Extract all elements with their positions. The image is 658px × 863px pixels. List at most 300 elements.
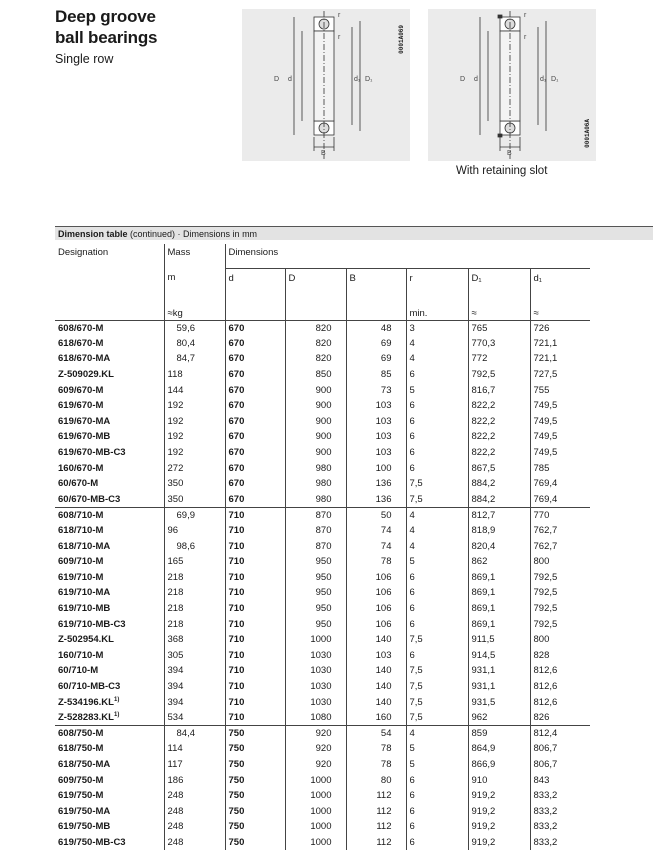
cell-r — [406, 694, 468, 710]
header-designation: Designation — [58, 247, 109, 258]
cell-mass-value: 534 — [167, 711, 184, 723]
cell-designation — [55, 492, 164, 508]
cell-d-value: 670 — [228, 400, 245, 412]
cell-B — [346, 616, 406, 632]
cell-mass — [164, 523, 225, 539]
title-line-2: ball bearings — [55, 28, 158, 47]
cell-d1-value: 769,4 — [533, 493, 558, 505]
cell-B — [346, 647, 406, 663]
cell-d1-value: 800 — [533, 556, 550, 568]
cell-d — [225, 320, 285, 336]
table-row — [55, 398, 590, 414]
cell-d1-value: 749,5 — [533, 415, 558, 427]
cell-d1 — [530, 336, 590, 352]
cell-D1 — [468, 819, 530, 835]
cell-designation-value: 160/670-M — [58, 462, 104, 474]
cell-d1 — [530, 647, 590, 663]
cell-d1-value: 792,5 — [533, 571, 558, 583]
cell-d1-value: 812,6 — [533, 680, 558, 692]
cell-d1 — [530, 585, 590, 601]
cell-mass-value: 118 — [167, 369, 183, 381]
cell-d1-value: 726 — [533, 322, 550, 334]
cell-d1 — [530, 710, 590, 726]
cell-D-value: 950 — [315, 556, 332, 568]
header-mass: Mass — [164, 244, 225, 268]
table-row — [55, 414, 590, 430]
cell-D1 — [468, 414, 530, 430]
cell-d — [225, 663, 285, 679]
cell-D-value: 870 — [315, 540, 332, 552]
cell-B — [346, 757, 406, 773]
cell-d1 — [530, 554, 590, 570]
cell-B-value: 78 — [380, 758, 392, 770]
cell-mass — [164, 429, 225, 445]
cell-d — [225, 725, 285, 741]
cell-d — [225, 803, 285, 819]
label-r-inner: r — [338, 34, 341, 41]
cell-mass-value: 192 — [167, 400, 184, 412]
cell-designation-value: 619/670-MB — [58, 431, 111, 443]
cell-r — [406, 835, 468, 851]
cell-mass-value: 248 — [167, 836, 184, 848]
cell-designation — [55, 632, 164, 648]
cell-B — [346, 382, 406, 398]
footnote-marker: 1) — [113, 711, 120, 718]
cell-designation-value: 619/710-MB-C3 — [58, 618, 126, 630]
cell-r-value: 7,5 — [409, 634, 423, 646]
cell-r-value: 7,5 — [409, 493, 423, 505]
cell-D1 — [468, 647, 530, 663]
cell-D-value: 1000 — [310, 774, 332, 786]
cell-designation-value: 618/710-MA — [58, 540, 111, 552]
cell-d-value: 710 — [228, 540, 245, 552]
cell-mass — [164, 725, 225, 741]
cell-D1-value: 792,5 — [471, 369, 496, 381]
cell-d1 — [530, 835, 590, 851]
header-r: r — [406, 268, 468, 304]
cell-designation — [55, 710, 164, 726]
cell-D1-value: 812,7 — [471, 509, 496, 521]
cell-D — [285, 663, 346, 679]
cell-D1 — [468, 507, 530, 523]
cell-d1 — [530, 632, 590, 648]
cell-B — [346, 351, 406, 367]
cell-r-value: 5 — [409, 743, 415, 755]
cell-d1 — [530, 601, 590, 617]
cell-r-value: 7,5 — [409, 696, 423, 708]
cell-d1 — [530, 445, 590, 461]
cell-designation-value: 619/670-MB-C3 — [58, 447, 126, 459]
page-subtitle: Single row — [55, 52, 114, 66]
dimension-table — [55, 244, 590, 850]
cell-d1-value: 833,2 — [533, 821, 558, 833]
cell-D-value: 900 — [315, 415, 332, 427]
cell-B — [346, 819, 406, 835]
cell-r — [406, 710, 468, 726]
cell-r-value: 6 — [409, 805, 415, 817]
cell-r — [406, 320, 468, 336]
cell-r-value: 4 — [409, 727, 415, 739]
cell-r — [406, 663, 468, 679]
cell-mass — [164, 694, 225, 710]
cell-B — [346, 741, 406, 757]
cell-r — [406, 819, 468, 835]
cell-B-value: 103 — [375, 649, 392, 661]
cell-D — [285, 492, 346, 508]
cell-mass — [164, 803, 225, 819]
cell-B-value: 69 — [380, 337, 392, 349]
table-row — [55, 694, 590, 710]
cell-D1-value: 931,5 — [471, 696, 496, 708]
cell-mass-value: 186 — [167, 774, 184, 786]
cell-mass — [164, 663, 225, 679]
cell-d1 — [530, 460, 590, 476]
cell-r — [406, 554, 468, 570]
cell-d — [225, 632, 285, 648]
cell-designation-value: 619/670-M — [58, 400, 104, 412]
cell-D1 — [468, 367, 530, 383]
header-D1: D₁ — [468, 268, 530, 304]
table-row — [55, 725, 590, 741]
cell-D — [285, 585, 346, 601]
cell-designation-value: 608/670-M — [58, 322, 104, 334]
cell-r-value: 6 — [409, 369, 415, 381]
cell-r — [406, 772, 468, 788]
cell-mass-value: 84,4 — [176, 727, 195, 739]
cell-B-value: 100 — [375, 462, 392, 474]
cell-D-value: 820 — [315, 322, 332, 334]
cell-mass — [164, 741, 225, 757]
cell-d — [225, 741, 285, 757]
cell-r-value: 4 — [409, 509, 415, 521]
cell-d — [225, 585, 285, 601]
cell-B-value: 136 — [375, 493, 392, 505]
cell-d — [225, 679, 285, 695]
cell-D — [285, 835, 346, 851]
cell-d1-value: 721,1 — [533, 353, 558, 365]
cell-D1-value: 869,1 — [471, 571, 496, 583]
cell-d — [225, 538, 285, 554]
cell-d1 — [530, 538, 590, 554]
cell-d1 — [530, 757, 590, 773]
cell-D1-value: 914,5 — [471, 649, 496, 661]
label-d: d — [288, 76, 292, 83]
label-D1-2: D₁ — [551, 76, 559, 83]
cell-designation — [55, 772, 164, 788]
cell-d1 — [530, 507, 590, 523]
cell-D1 — [468, 538, 530, 554]
cell-r-value: 7,5 — [409, 665, 423, 677]
cell-d — [225, 382, 285, 398]
cell-r — [406, 725, 468, 741]
cell-designation — [55, 601, 164, 617]
cell-mass-value: 69,9 — [176, 509, 195, 521]
cell-r-value: 6 — [409, 415, 415, 427]
cell-designation-value: Z-528283.KL — [58, 711, 114, 723]
cell-D1 — [468, 398, 530, 414]
cell-d-value: 710 — [228, 665, 245, 677]
cell-mass — [164, 507, 225, 523]
cell-d1 — [530, 414, 590, 430]
cell-designation-value: 609/710-M — [58, 556, 104, 568]
cell-B — [346, 460, 406, 476]
cell-d1-value: 755 — [533, 384, 550, 396]
cell-d-value: 750 — [228, 758, 245, 770]
cell-D1-value: 822,2 — [471, 431, 496, 443]
page-title — [55, 6, 157, 48]
cell-D — [285, 398, 346, 414]
table-row — [55, 757, 590, 773]
cell-D — [285, 507, 346, 523]
cell-mass-value: 368 — [167, 634, 184, 646]
table-row — [55, 772, 590, 788]
cell-D-value: 1030 — [310, 680, 332, 692]
cell-D1 — [468, 585, 530, 601]
cell-d-value: 750 — [228, 790, 245, 802]
cell-D1-value: 772 — [471, 353, 488, 365]
cell-d — [225, 788, 285, 804]
cell-D — [285, 367, 346, 383]
cell-mass — [164, 382, 225, 398]
label-d-2: d — [474, 76, 478, 83]
cell-d — [225, 694, 285, 710]
cell-D — [285, 647, 346, 663]
cell-D — [285, 757, 346, 773]
table-row — [55, 445, 590, 461]
cell-D — [285, 803, 346, 819]
cell-mass — [164, 554, 225, 570]
cell-D1-value: 869,1 — [471, 587, 496, 599]
header-m: m — [164, 268, 225, 304]
cell-D — [285, 679, 346, 695]
cell-r — [406, 414, 468, 430]
cell-d1-value: 762,7 — [533, 540, 558, 552]
cell-D-value: 1000 — [310, 805, 332, 817]
cell-D-value: 1030 — [310, 649, 332, 661]
cell-r — [406, 632, 468, 648]
label-r-top: r — [338, 12, 341, 19]
cell-B — [346, 538, 406, 554]
cell-D — [285, 320, 346, 336]
cell-designation-value: 619/710-MA — [58, 587, 111, 599]
cell-r-value: 6 — [409, 821, 415, 833]
cell-d — [225, 772, 285, 788]
cell-r — [406, 351, 468, 367]
cell-D1 — [468, 554, 530, 570]
label-d1-2: d₁ — [540, 76, 547, 83]
cell-d — [225, 601, 285, 617]
cell-D — [285, 382, 346, 398]
cell-mass-value: 165 — [167, 556, 184, 568]
cell-D1-value: 919,2 — [471, 790, 496, 802]
cell-d-value: 670 — [228, 369, 245, 381]
header-dimensions: Dimensions — [225, 244, 590, 268]
cell-d1 — [530, 492, 590, 508]
cell-D1 — [468, 725, 530, 741]
cell-r-value: 7,5 — [409, 478, 423, 490]
cell-d-value: 710 — [228, 525, 245, 537]
cell-D1-value: 822,2 — [471, 447, 496, 459]
cell-r — [406, 476, 468, 492]
cell-d — [225, 523, 285, 539]
cell-d1 — [530, 570, 590, 586]
cell-d — [225, 507, 285, 523]
cell-r — [406, 492, 468, 508]
cell-B — [346, 320, 406, 336]
cell-B — [346, 632, 406, 648]
bearing-cross-section-diagram — [242, 9, 410, 161]
cell-designation — [55, 694, 164, 710]
cell-B — [346, 507, 406, 523]
header-d: d — [225, 268, 285, 304]
cell-r-value: 6 — [409, 790, 415, 802]
cell-D-value: 900 — [315, 384, 332, 396]
cell-designation — [55, 554, 164, 570]
cell-D1-value: 859 — [471, 727, 488, 739]
cell-d1 — [530, 382, 590, 398]
cell-r — [406, 585, 468, 601]
cell-d-value: 710 — [228, 680, 245, 692]
header-kg: ≈kg — [164, 304, 225, 320]
cell-designation-value: Z-509029.KL — [58, 369, 114, 381]
cell-mass-value: 350 — [167, 493, 184, 505]
cell-designation — [55, 585, 164, 601]
cell-d1 — [530, 741, 590, 757]
cell-r-value: 5 — [409, 384, 415, 396]
cell-mass — [164, 460, 225, 476]
cell-designation-value: 618/710-M — [58, 525, 104, 537]
cell-D1 — [468, 835, 530, 851]
cell-D — [285, 351, 346, 367]
cell-B — [346, 429, 406, 445]
cell-d — [225, 647, 285, 663]
cell-B — [346, 570, 406, 586]
cell-designation — [55, 835, 164, 851]
cell-B-value: 106 — [375, 587, 392, 599]
cell-designation — [55, 367, 164, 383]
cell-d-value: 670 — [228, 447, 245, 459]
cell-designation-value: 619/710-MB — [58, 602, 111, 614]
cell-designation — [55, 538, 164, 554]
cell-designation-value: Z-534196.KL — [58, 696, 114, 708]
cell-D-value: 850 — [315, 369, 332, 381]
cell-d — [225, 757, 285, 773]
cell-D1-value: 962 — [471, 711, 488, 723]
cell-D — [285, 772, 346, 788]
cell-r — [406, 445, 468, 461]
cell-d — [225, 460, 285, 476]
cell-r — [406, 523, 468, 539]
cell-D1-value: 869,1 — [471, 618, 496, 630]
cell-B-value: 48 — [380, 322, 392, 334]
cell-d-value: 670 — [228, 353, 245, 365]
cell-D — [285, 741, 346, 757]
cell-d-value: 670 — [228, 384, 245, 396]
label-D: D — [274, 76, 280, 83]
cell-B-value: 74 — [380, 525, 392, 537]
cell-D1-value: 911,5 — [471, 634, 495, 646]
cell-d1-value: 749,5 — [533, 431, 558, 443]
bearing-drawing-standard — [242, 9, 410, 161]
cell-B-value: 136 — [375, 478, 392, 490]
table-row — [55, 601, 590, 617]
cell-mass — [164, 414, 225, 430]
cell-B-value: 160 — [375, 711, 392, 723]
cell-d1-value: 812,4 — [533, 727, 558, 739]
cell-B — [346, 554, 406, 570]
cell-D — [285, 616, 346, 632]
cell-B-value: 85 — [380, 369, 392, 381]
table-row — [55, 741, 590, 757]
cell-D1-value: 818,9 — [471, 525, 496, 537]
cell-D1-value: 919,2 — [471, 821, 496, 833]
cell-B — [346, 601, 406, 617]
figure-caption: With retaining slot — [456, 165, 548, 177]
cell-d1 — [530, 663, 590, 679]
cell-D1 — [468, 616, 530, 632]
label-B: B — [321, 150, 326, 157]
cell-mass — [164, 570, 225, 586]
cell-r-value: 6 — [409, 618, 415, 630]
cell-D1 — [468, 570, 530, 586]
cell-designation-value: 618/670-MA — [58, 353, 111, 365]
cell-D-value: 950 — [315, 618, 332, 630]
cell-B-value: 112 — [376, 836, 392, 848]
cell-designation — [55, 476, 164, 492]
cell-mass-value: 114 — [167, 743, 183, 755]
cell-r-value: 6 — [409, 649, 415, 661]
cell-r-value: 6 — [409, 462, 415, 474]
table-row — [55, 788, 590, 804]
header-d1: d₁ — [530, 268, 590, 304]
table-row — [55, 429, 590, 445]
cell-B — [346, 492, 406, 508]
cell-B-value: 140 — [375, 634, 392, 646]
title-line-1: Deep groove — [55, 7, 156, 26]
cell-B-value: 50 — [380, 509, 392, 521]
cell-B — [346, 694, 406, 710]
cell-B-value: 112 — [376, 790, 392, 802]
cell-designation — [55, 819, 164, 835]
table-title-suffix: (continued) · Dimensions in mm — [127, 229, 258, 239]
cell-d-value: 710 — [228, 556, 245, 568]
cell-mass — [164, 835, 225, 851]
cell-mass — [164, 710, 225, 726]
cell-designation — [55, 445, 164, 461]
cell-d1-value: 762,7 — [533, 525, 558, 537]
cell-r-value: 6 — [409, 447, 415, 459]
cell-d1 — [530, 725, 590, 741]
cell-r — [406, 679, 468, 695]
cell-D1-value: 884,2 — [471, 493, 496, 505]
cell-B-value: 106 — [375, 571, 392, 583]
cell-B — [346, 367, 406, 383]
cell-mass-value: 350 — [167, 478, 184, 490]
cell-r-value: 4 — [409, 525, 415, 537]
cell-B — [346, 835, 406, 851]
cell-r — [406, 570, 468, 586]
cell-designation-value: 618/750-MA — [58, 758, 111, 770]
cell-B — [346, 803, 406, 819]
table-row — [55, 460, 590, 476]
cell-mass-value: 248 — [167, 821, 184, 833]
cell-d1 — [530, 367, 590, 383]
cell-B-value: 106 — [375, 618, 392, 630]
cell-designation-value: 619/750-MB — [58, 821, 111, 833]
cell-D1 — [468, 679, 530, 695]
cell-d1 — [530, 476, 590, 492]
cell-D1-value: 910 — [471, 774, 488, 786]
